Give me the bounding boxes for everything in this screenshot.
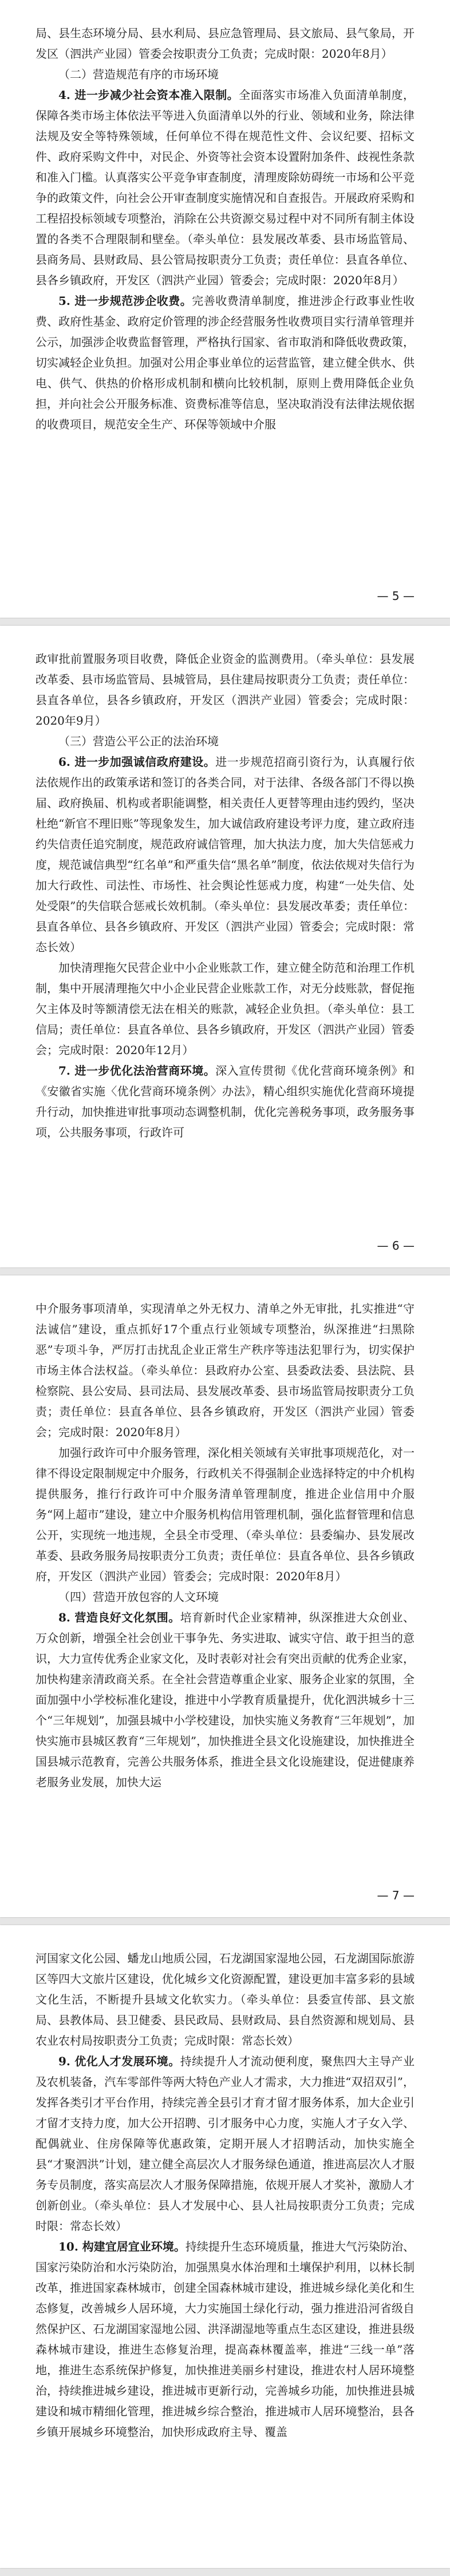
item-9-title: 9. 优化人才发展环境。 (58, 2054, 180, 2068)
section-heading-3: （三）营造公平公正的法治环境 (58, 734, 219, 748)
item-5-body: 完善收费清单制度，推进涉企行政事业性收费、政府性基金、政府定价管理的涉企经营服务性收费项目实行清单管理并公示，加强涉企收费监督管理，严格执行国家、省市取消和降低收费政策，切实减轻企业负担。加强对公用企事业单位的运营监管，建立健全供水、供电、供气、供热的价格形成机制和横向比较机制，原则上费用降低企业负担，并向社会公开服务标准、资费标准等信息，坚决取消没有法律法规依据的收费项目，规范安全生产、环保等领域中介服 (35, 294, 415, 431)
page-number: — 7 — (377, 1889, 415, 1902)
item-6 (35, 752, 415, 957)
item-10-body: 持续提升生态环境质量，推进大气污染防治、国家污染防治和水污染防治，加强黑臭水体治理和土壤保护利用，以林长制改革，推进国家森林城市，创建全国森林城市建设，推进城乡绿化美化和生态修复，改善城乡人居环境，大力实施国土绿化行动，强力推进沿河省级自然保护区、石龙湖国家湿地公园、洪泽湖湿地等重点生态区建设，推进县级森林城市建设，推进生态修复治理，提高森林覆盖率，推进“三线一单”落地，推进生态系统保护修复，加快推进美丽乡村建设，推进农村人居环境整治，持续推进城乡建设，推进城市更新行动，完善城乡功能，加快推进县城建设和城市精细化管理，推进城乡综合整治，推进城市人居环境整治，县各乡镇开展城乡环境整治，加快形成政府主导、覆盖 (35, 2240, 415, 2439)
page-5 (0, 0, 450, 618)
item-8-body: 培育新时代企业家精神，纵深推进大众创业、万众创新，增强全社会创业干事争先、务实进取、诚实守信、敢于担当的意识，大力宣传优秀企业家文化，及时表彰对社会有突出贡献的优秀企业家，加快构建亲清政商关系。在全社会营造尊重企业家、服务企业家的氛围，全面加强中小学校标准化建设，推进中小学教育质量提升，优化泗洪城乡十三个“三年规划”，加强县城中小学校建设，加快实施义务教育“三年规划”，加快实施市县城区教育“三年规划”，加快推进全县文化设施建设，加快推进全国县城示范教育，完善公共服务体系，推进全县文化设施建设，促进健康养老服务业发展，加快大运 (35, 1611, 415, 1789)
item-7 (35, 1060, 415, 1143)
paragraph-continuation: 中介服务事项清单，实现清单之外无权力、清单之外无审批，扎实推进“守法诚信”建设，重点抓好17个重点行业领域专项整治，纵深推进“扫黑除恶”专项斗争，严厉打击扰乱企业正常生产秩序等违法犯罪行为，切实保护市场主体合法权益。（牵头单位：县政府办公室、县委政法委、县法院、县检察院、县公安局、县司法局、县发展改革委、县市场监管局按职责分工负责；责任单位：县直各单位、县各乡镇政府，开发区（泗洪产业园）管委会；完成时限：2020年8月） (35, 1302, 415, 1439)
item-4-body: 全面落实市场准入负面清单制度，保障各类市场主体依法平等进入负面清单以外的行业、领域和业务，除法律法规及安全等特殊领域，任何单位不得在规范性文件、会议纪要、招标文件、政府采购文件中，对民企、外资等社会资本设置附加条件、歧视性条款和准入门槛。认真落实公平竞争审查制度，清理废除妨碍统一市场和公平竞争的政策文件，向社会公开审查制度实施情况和自查报告。开展政府采购和工程招投标领域专项整治，消除在公共资源交易过程中对不同所有制主体设置的各类不合理限制和壁垒。（牵头单位：县发展改革委、县市场监管局、县商务局、县财政局、县公管局按职责分工负责；责任单位：县直各单位、县各乡镇政府，开发区（泗洪产业园）管委会；完成时限：2020年8月） (35, 88, 415, 287)
page-number: — 5 — (377, 589, 415, 603)
item-8-title: 8. 营造良好文化氛围。 (58, 1611, 180, 1624)
paragraph-continuation: 河国家文化公园、蟠龙山地质公园，石龙湖国家湿地公园，石龙湖国际旅游区等四大文旅片区建设，优化城乡文化资源配置，建设更加丰富多彩的县域文化生活，不断提升县域文化软实力。（牵头单位：县委宣传部、县文旅局、县教体局、县卫健委、县民政局、县财政局、县自然资源和规划局、县农业农村局按职责分工负责；完成时限：常态长效） (35, 1951, 415, 2048)
page-7 (0, 1275, 450, 1917)
paragraph-continuation: 政审批前置服务项目收费，降低企业资金的监测费用。（牵头单位：县发展改革委、县市场监管局、县城管局，县住建局按职责分工负责；责任单位：县直各单位，县各乡镇政府，开发区（泗洪产业园）管委会；完成时限：2020年9月） (35, 652, 415, 728)
item-8 (35, 1607, 415, 1792)
item-7-title: 7. 进一步优化法治营商环境。 (58, 1064, 216, 1078)
item-7-body: 深入宣传贯彻《优化营商环境条例》和《安徽省实施〈优化营商环境条例〉办法》，精心组织实施优化营商环境提升行动，加快推进审批事项动态调整机制，优化完善税务事项，政务服务事项，公共服务事项，行政许可 (35, 1064, 415, 1139)
section-heading-2: （二）营造规范有序的市场环境 (58, 67, 219, 81)
item-9 (35, 2051, 415, 2236)
item-10-title: 10. 构建宜居宜业环境。 (58, 2240, 185, 2253)
paragraph-continuation: 局、县生态环境分局、县水利局、县应急管理局、县文旅局、县气象局，开发区（泗洪产业园）管委会按职责分工负责；完成时限：2020年8月） (35, 26, 415, 61)
item-5 (35, 291, 415, 435)
item-4-title: 4. 进一步减少社会资本准入限制。 (58, 88, 239, 102)
paragraph-intermediary: 加强行政许可中介服务管理，深化相关领域有关审批事项规范化，对一律不得设定限制规定中介服务，行政机关不得强制企业选择特定的中介机构提供服务，推行行政许可中介服务清单管理制度，推进企业信用中介服务“网上超市”建设，建立中介服务机构信用管理机制，强化监督管理和信息公开，实现统一地违规，全县全市受理、（牵头单位：县委编办、县发展改革委、县政务服务局按职责分工负责；责任单位：县直各单位、县各乡镇政府，开发区（泗洪产业园）管委会；完成时限：2020年8月） (35, 1446, 415, 1583)
item-4 (35, 85, 415, 291)
paragraph-arrears: 加快清理拖欠民营企业中小企业账款工作，建立健全防范和治理工作机制，集中开展清理拖欠中小企业民营企业账款工作，对无分歧账款，督促拖欠主体及时等额清偿无法在相关的账款，减轻企业负担。（牵头单位：县工信局；责任单位：县直各单位、县各乡镇政府，开发区（泗洪产业园）管委会；完成时限：2020年12月） (35, 961, 415, 1057)
item-6-body: 进一步规范招商引资行为，认真履行依法依规作出的政策承诺和签订的各类合同，对于法律、各级各部门不得以换届、政府换届、机构或者职能调整，相关责任人更替等理由违约毁约，坚决杜绝“新官不理旧账”等现象发生，加大诚信政府建设考评力度，建立政府违约失信责任追究制度，规范政府诚信管理，加大执法力度，加大失信惩戒力度，规范诚信典型“红名单”和严重失信“黑名单”制度，依法依规对失信行为加大行政性、司法性、市场性、社会舆论性惩戒力度，构建“一处失信、处处受限”的失信联合惩戒长效机制。（牵头单位：县发展改革委；责任单位：县直各单位、县各乡镇政府、开发区（泗洪产业园）管委会；完成时限：常态长效） (35, 755, 415, 954)
page-number: — 6 — (377, 1239, 415, 1253)
page-8 (0, 1925, 450, 2568)
page-6 (0, 626, 450, 1267)
section-heading-4: （四）营造开放包容的人文环境 (58, 1590, 219, 1604)
item-9-body: 持续提升人才流动便利度，聚焦四大主导产业及农机装备，汽车零部件等两大特色产业人才需求，大力推进“双招双引”，发挥各类引才平台作用，持续完善全县引才育才留才服务体系，加大企业引才留才支持力度，加大公开招聘、引才服务中心力度，实施人才子女入学、配偶就业、住房保障等优惠政策，定期开展人才招聘活动，加快实施全县“才聚泗洪”计划，建立健全高层次人才服务绿色通道，推进高层次人才服务专员制度，落实高层次人才服务保障措施，依规开展人才奖补，激励人才创新创业。（牵头单位：县人才发展中心、县人社局按职责分工负责；完成时限：常态长效） (35, 2054, 415, 2233)
item-5-title: 5. 进一步规范涉企收费。 (58, 294, 192, 308)
item-6-title: 6. 进一步加强诚信政府建设。 (58, 755, 216, 769)
item-10 (35, 2236, 415, 2442)
